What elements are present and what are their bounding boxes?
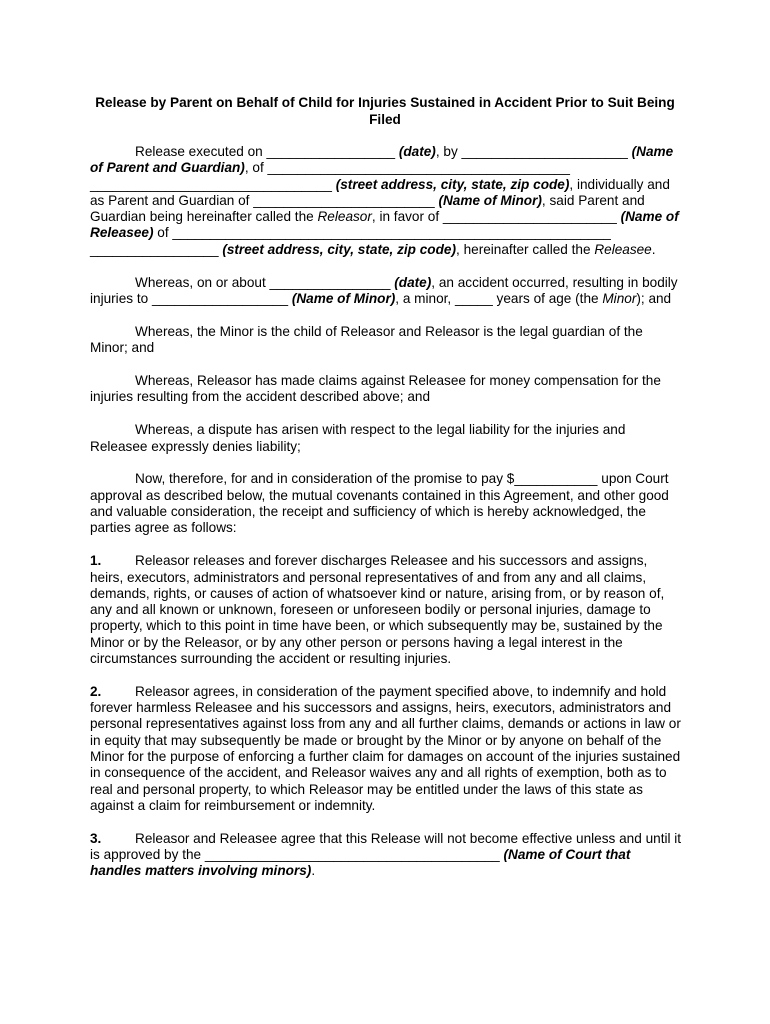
releasee-term: Releasee [594, 241, 652, 257]
text: , of ________________________________________ ________________________________ [90, 160, 570, 192]
section-number: 2. [90, 683, 102, 699]
releasee-address-field-label: (street address, city, state, zip code) [222, 241, 457, 257]
text: , hereinafter called the [456, 241, 595, 257]
accident-date-field-label: (date) [394, 274, 432, 290]
parent-address-field-label: (street address, city, state, zip code) [335, 176, 570, 192]
date-field-label: (date) [398, 144, 436, 159]
text: , in favor of _______________________ [371, 209, 621, 225]
text: , individually and as Parent and Guardian of ________________________ [90, 176, 670, 208]
text: ); and [636, 290, 672, 306]
text: Release executed on _________________ [135, 144, 399, 159]
section-2-indemnify [90, 684, 682, 814]
document-body [90, 144, 682, 896]
text: Releasor agrees, in consideration of the payment specified above, to indemnify and hold forever harmless Releasee and his successors and assigns, heirs, executors, administrators and personal representatives against loss from any and all further claims, demands or actions in law or in equity that may subsequently be made or brought by the Minor or by anyone on behalf of the Minor for the purpose of enforcing a further claim for damages on account of the injuries sustained in consequence of the accident, and Releasor waives any and all rights of exemption, both as to real and personal property, to which Releasor may be entitled under the laws of this state as against a claim for reimbursement or indemnity. [90, 683, 681, 813]
releasor-term: Releasor [317, 209, 372, 225]
text: , by ______________________ [435, 144, 632, 159]
paragraph-whereas-dispute [90, 422, 682, 455]
paragraph-consideration [90, 471, 682, 536]
text: of __________________________________________________________ _________________ [90, 225, 611, 257]
text: Releasor releases and forever discharges Releasee and his successors and assigns, heirs, executors, administrators and personal representatives of and from any and all claims, demands, rights, or causes of action of whatsoever kind or nature, arising from, or by reason of, any and all known or unknown, foreseen or unforeseen bodily or personal injuries, damage to property, which to this point in time have been, or which subsequently may be, sustained by the Minor or by the Releasor, or by any other person or persons having a legal interest in the circumstances surrounding the accident or resulting injuries. [90, 553, 665, 666]
text: , an accident occurred, resulting in bodily injuries to __________________ [90, 274, 678, 306]
text: , said Parent and Guardian being hereinafter called the [90, 192, 645, 225]
minor-name-field-label: (Name of Minor) [438, 192, 542, 208]
section-number: 3. [90, 830, 102, 846]
paragraph-release-executed [90, 144, 682, 258]
section-1-release [90, 553, 682, 667]
minor-term: Minor [602, 290, 637, 306]
document-title: Release by Parent on Behalf of Child for Injuries Sustained in Accident Prior to Suit Being Filed [95, 95, 675, 127]
minor-name-field-label: (Name of Minor) [291, 290, 396, 306]
text: Whereas, the Minor is the child of Releasor and Releasor is the legal guardian of the Minor; and [90, 323, 643, 356]
text: Releasor and Releasee agree that this Release will not become effective unless and until it is approved by the _______________________________________ [90, 830, 682, 863]
text: Whereas, on or about ________________ [135, 274, 395, 290]
text: . [311, 863, 316, 879]
text: Now, therefore, for and in consideration of the promise to pay $___________ upon Court approval as described below, the mutual covenants contained in this Agreement, and other good and valuable consideration, the receipt and sufficiency of which is hereby acknowledged, the parties agree as follows: [90, 471, 669, 536]
court-name-field-label: (Name of Court that handles matters involving minors) [90, 847, 631, 879]
text: Whereas, a dispute has arisen with respect to the legal liability for the injuries and Releasee expressly denies liability; [90, 422, 626, 454]
releasee-name-field-label: (Name of Releasee) [90, 209, 679, 241]
paragraph-whereas-claims [90, 373, 682, 406]
paragraph-whereas-guardian [90, 324, 682, 357]
parent-name-field-label: (Name of Parent and Guardian) [90, 144, 674, 176]
section-number: 1. [90, 553, 102, 569]
text: , a minor, _____ years of age (the [395, 290, 603, 306]
paragraph-whereas-accident [90, 275, 682, 308]
section-3-court-approval [90, 831, 682, 880]
text: . [651, 241, 656, 257]
text: Whereas, Releasor has made claims against Releasee for money compensation for the injuries resulting from the accident described above; and [90, 373, 661, 405]
